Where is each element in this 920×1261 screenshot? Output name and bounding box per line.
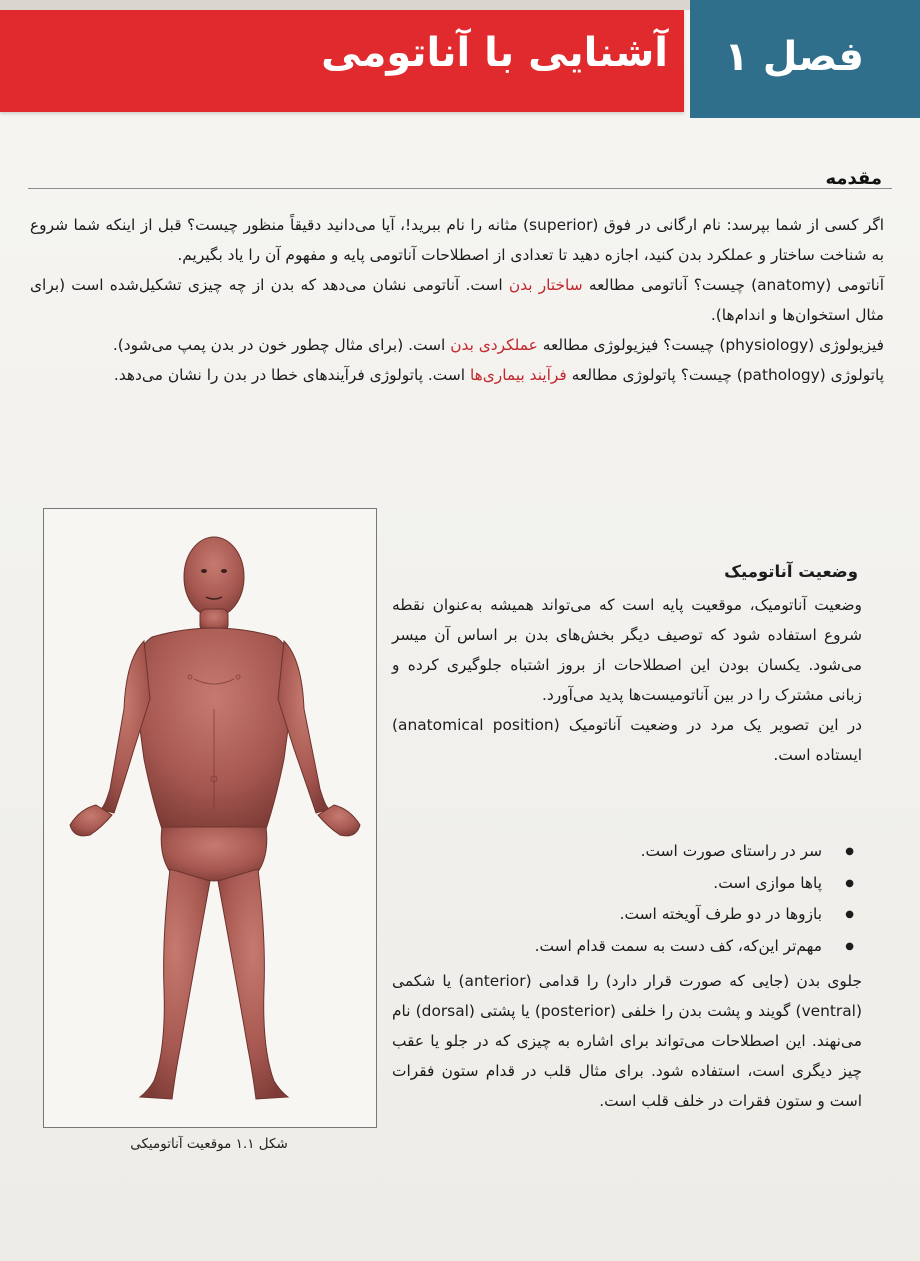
intro-paragraph: اگر کسی از شما بپرسد: نام ارگانی در فوق (superior) مثانه را نام ببرید!، آیا می‌دانید دقیقاً منظور چیست؟ قبل از اینکه شما شروع به شناخت ساختار و عملکرد بدن کنید، اجازه دهید تا تعدادی از اصطلاحات آناتومی پایه و مفهوم آن را یاد بگیریم. — [30, 216, 884, 264]
list-item: ● مهم‌تر این‌که، کف دست به سمت قدام است. — [392, 931, 862, 963]
anatomy-highlight: ساختار بدن — [508, 276, 583, 294]
physiology-text-a: فیزیولوژی (physiology) چیست؟ فیزیولوژی مطالعه — [537, 336, 884, 354]
list-item: ● سر در راستای صورت است. — [392, 836, 862, 868]
directional-terms-paragraph: جلوی بدن (جایی که صورت قرار دارد) را قدامی (anterior) یا شکمی (ventral) گویند و پشت بدن را خلفی (posterior) یا پشتی (dorsal) نام می‌نهند. این اصطلاحات می‌تواند برای اشاره به چیزی که در جلو یا عقب چیز دیگری است، استفاده شود. برای مثال قلب در قدام ستون فقرات است و ستون فقرات در خلف قلب است. — [392, 972, 862, 1110]
anatomical-position-text — [392, 590, 862, 770]
intro-text — [30, 210, 884, 390]
physiology-highlight: عملکردی بدن — [450, 336, 538, 354]
anatomical-position-paragraph-2: در این تصویر یک مرد در وضعیت آناتومیک (anatomical position) ایستاده است. — [392, 716, 862, 764]
chapter-title: آشنایی با آناتومی — [321, 30, 668, 76]
anatomy-text-a: آناتومی (anatomy) چیست؟ آناتومی مطالعه — [582, 276, 885, 294]
physiology-text-b: است. (برای مثال چطور خون در بدن پمپ می‌شود). — [112, 336, 451, 354]
anatomical-position-heading: وضعیت آناتومیک — [724, 562, 858, 581]
anatomical-position-list — [392, 836, 862, 962]
chapter-number: فصل ۱ — [724, 34, 864, 80]
section-divider — [28, 188, 892, 189]
anatomy-text-b: است. آناتومی نشان می‌دهد که بدن از چه چیزی تشکیل‌شده است (برای مثال استخوان‌ها و اندام‌ها). — [30, 276, 884, 324]
pathology-definition — [30, 360, 884, 390]
list-item: ● پاها موازی است. — [392, 868, 862, 900]
human-body-illustration — [44, 509, 376, 1127]
anatomy-definition — [30, 270, 884, 330]
list-item: ● بازوها در دو طرف آویخته است. — [392, 899, 862, 931]
physiology-definition — [30, 330, 884, 360]
anatomical-figure — [43, 508, 377, 1128]
directional-terms-text — [392, 966, 862, 1116]
pathology-text-b: است. پاتولوژی فرآیندهای خطا در بدن را نشان می‌دهد. — [113, 366, 470, 384]
header-top-strip — [0, 0, 690, 10]
anatomical-position-paragraph-1: وضعیت آناتومیک، موقعیت پایه است که می‌تواند همیشه به‌عنوان نقطه شروع استفاده شود که توصیف دیگر بخش‌های بدن بر اساس آن میسر می‌شود. یکسان بودن این اصطلاحات از بروز اشتباه جلوگیری کرده و زبانی مشترک را در بین آناتومیست‌ها پدید می‌آورد. — [392, 596, 862, 704]
section-heading: مقدمه — [825, 168, 882, 189]
figure-caption: شکل ۱.۱ موقعیت آناتومیکی — [130, 1136, 288, 1152]
pathology-text-a: پاتولوژی (pathology) چیست؟ پاتولوژی مطالعه — [566, 366, 884, 384]
pathology-highlight: فرآیند بیماری‌ها — [469, 366, 567, 384]
